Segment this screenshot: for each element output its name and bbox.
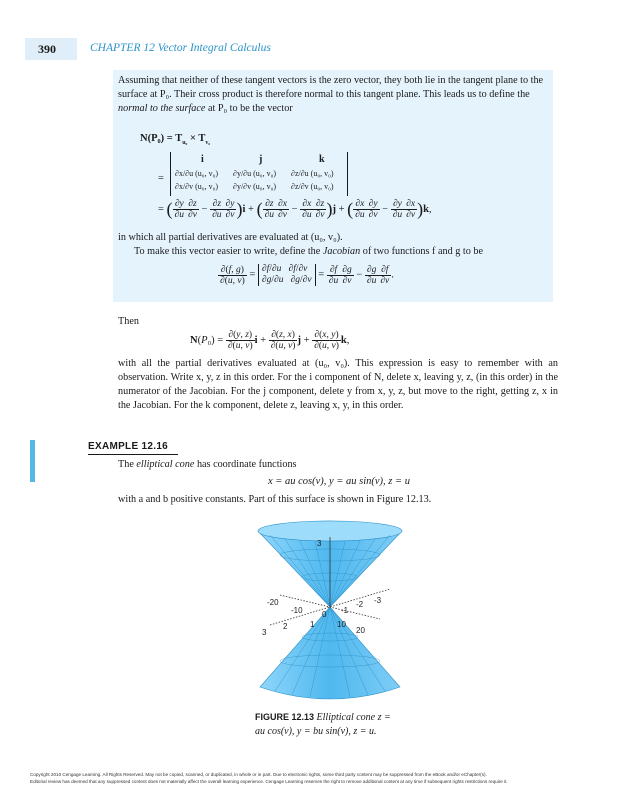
coordinate-equations: x = au cos(v), y = au sin(v), z = u: [268, 476, 410, 487]
example-line1-pre: The: [118, 459, 134, 470]
tick-label: -20: [267, 598, 279, 607]
running-head: CHAPTER 12 Vector Integral Calculus: [90, 42, 271, 54]
normal-def-lhs: N(P₀) =: [140, 133, 176, 144]
then-text: Then: [118, 316, 139, 327]
example-line2: with a and b positive constants. Part of this surface is shown in Figure 12.13.: [118, 494, 432, 505]
example-title: EXAMPLE 12.16: [88, 441, 178, 455]
tick-label: 3: [262, 628, 267, 637]
copyright-line1: Copyright 2010 Cengage Learning. All Rights Reserved. May not be copied, scanned, or duplicated, in whole or in part. Due to electronic rights, some third party content may be suppressed from the eBook and/or eChapter(s).: [30, 772, 487, 777]
lower-nappe: [260, 607, 400, 699]
evaluated-note: in which all partial derivatives are evaluated at (u₀, v₀).: [118, 232, 343, 243]
copyright-line2: Editorial review has deemed that any suppressed content does not materially affect the overall learning experience. Cengage Learning reserves the right to remove additional content at any time if subsequent rights restrictions require it.: [30, 778, 508, 784]
example-bar: [30, 440, 35, 482]
tick-label: 1: [310, 620, 315, 629]
elliptical-cone-term: elliptical cone: [136, 459, 195, 470]
intro-end: at P₀ to be the vector: [207, 103, 293, 114]
tick-label: 2: [283, 622, 288, 631]
caption-line1: Elliptical cone z =: [316, 712, 391, 723]
determinant: [170, 152, 348, 196]
page-number: 390: [38, 42, 56, 56]
tick-label: -3: [374, 596, 382, 605]
normal-term: normal to the surface: [118, 103, 206, 114]
figure-label: FIGURE 12.13: [255, 712, 315, 722]
intro-text: Assuming that neither of these tangent vectors is the zero vector, they both lie in the tangent plane to the surface at P₀. Their cross product is therefore normal to this tangent plane. This leads us to define the: [118, 75, 544, 100]
body-paragraph: with all the partial derivatives evaluated at (u₀, v₀). This expression is easy to remember with an observation. Write x, y, z in this order. For the i component of N, delete x, leaving y, z, (in this order) in the numerator of the Jacobian. For the j component, delete y from x, y, z, but move to the right, getting z, x in the Jacobian. For the k component, delete z, leaving x, y, in this order.: [118, 358, 558, 411]
expanded-normal: = ( $\frac{\partial y}{\partial u}$ $\frac{\partial z}{\partial v}$ − $\frac{\partial z}{\partial u}$ $\frac{\partial y}{\partial v}$ )i + ( $\frac{\partial z}{\partial u}$ $\frac{\partial x}{\partial v}$ − $\frac{\partial x}{\partial u}$ $\frac{\partial z}{\partial v}$ )j + ( $\frac{\partial x}{\partial u}$ $\frac{\partial y}{\partial v}$ − $\frac{\partial y}{\partial u}$ $\frac{\partial x}{\partial v}$ )k,: [158, 199, 432, 220]
det-cell: ∂z/∂v (u₀, v₀): [291, 182, 334, 191]
intro-paragraph: [118, 74, 548, 116]
copyright-notice: [30, 772, 590, 785]
tick-label: 10: [337, 620, 346, 629]
tick-label: 0: [322, 610, 327, 619]
det-cell: i: [201, 154, 204, 165]
det-cell: ∂y/∂u (u₀, v₀): [233, 169, 277, 178]
det-cell: j: [259, 154, 263, 165]
det-cell: ∂z/∂u (u₀, v₀): [291, 169, 334, 178]
example-line1: [118, 458, 548, 472]
cone-figure: [250, 515, 410, 705]
normal-definition: $N(P_0) = T_{u_0} \times T_{v_0}$: [140, 133, 211, 147]
tick-label: -10: [291, 606, 303, 615]
jacobian-intro-text: To make this vector easier to write, define the: [134, 246, 321, 257]
jacobian-term: Jacobian: [322, 246, 361, 257]
tick-label: -1: [341, 606, 349, 615]
tick-label: 20: [356, 626, 365, 635]
caption-line2: au cos(v), y = bu sin(v), z = u.: [255, 726, 377, 737]
det-cell: k: [319, 154, 325, 165]
tick-label: 3: [317, 539, 322, 548]
equals-sign-1: =: [158, 173, 164, 184]
det-cell: ∂x/∂u (u₀, v₀): [175, 169, 219, 178]
jacobian-end: of two functions f and g to be: [362, 246, 483, 257]
normal-def-rhs: T: [175, 133, 183, 144]
jacobian-formula: $\frac{\partial(f, g)}{\partial(u, v)}$ = ∂f/∂u ∂f/∂v ∂g/∂u ∂g/∂v = $\frac{\partial f}{\partial u}$ $\frac{\partial g}{\partial v}$ − $\frac{\partial g}{\partial u}$ $\frac{\partial f}{\partial v}$ .: [220, 264, 394, 286]
figure-caption: [255, 710, 495, 739]
tick-label: -2: [356, 600, 364, 609]
normal-jacobian-formula: N(P₀) = $\frac{\partial(y, z)}{\partial(u, v)}$ i + $\frac{\partial(z, x)}{\partial(u, v)}$ j + $\frac{\partial(x, y)}{\partial(u, v)}$ k,: [190, 330, 350, 351]
det-cell: ∂y/∂v (u₀, v₀): [233, 182, 277, 191]
det-cell: ∂x/∂v (u₀, v₀): [175, 182, 219, 191]
jacobian-intro: [134, 245, 564, 259]
example-line1-post: has coordinate functions: [196, 459, 297, 470]
